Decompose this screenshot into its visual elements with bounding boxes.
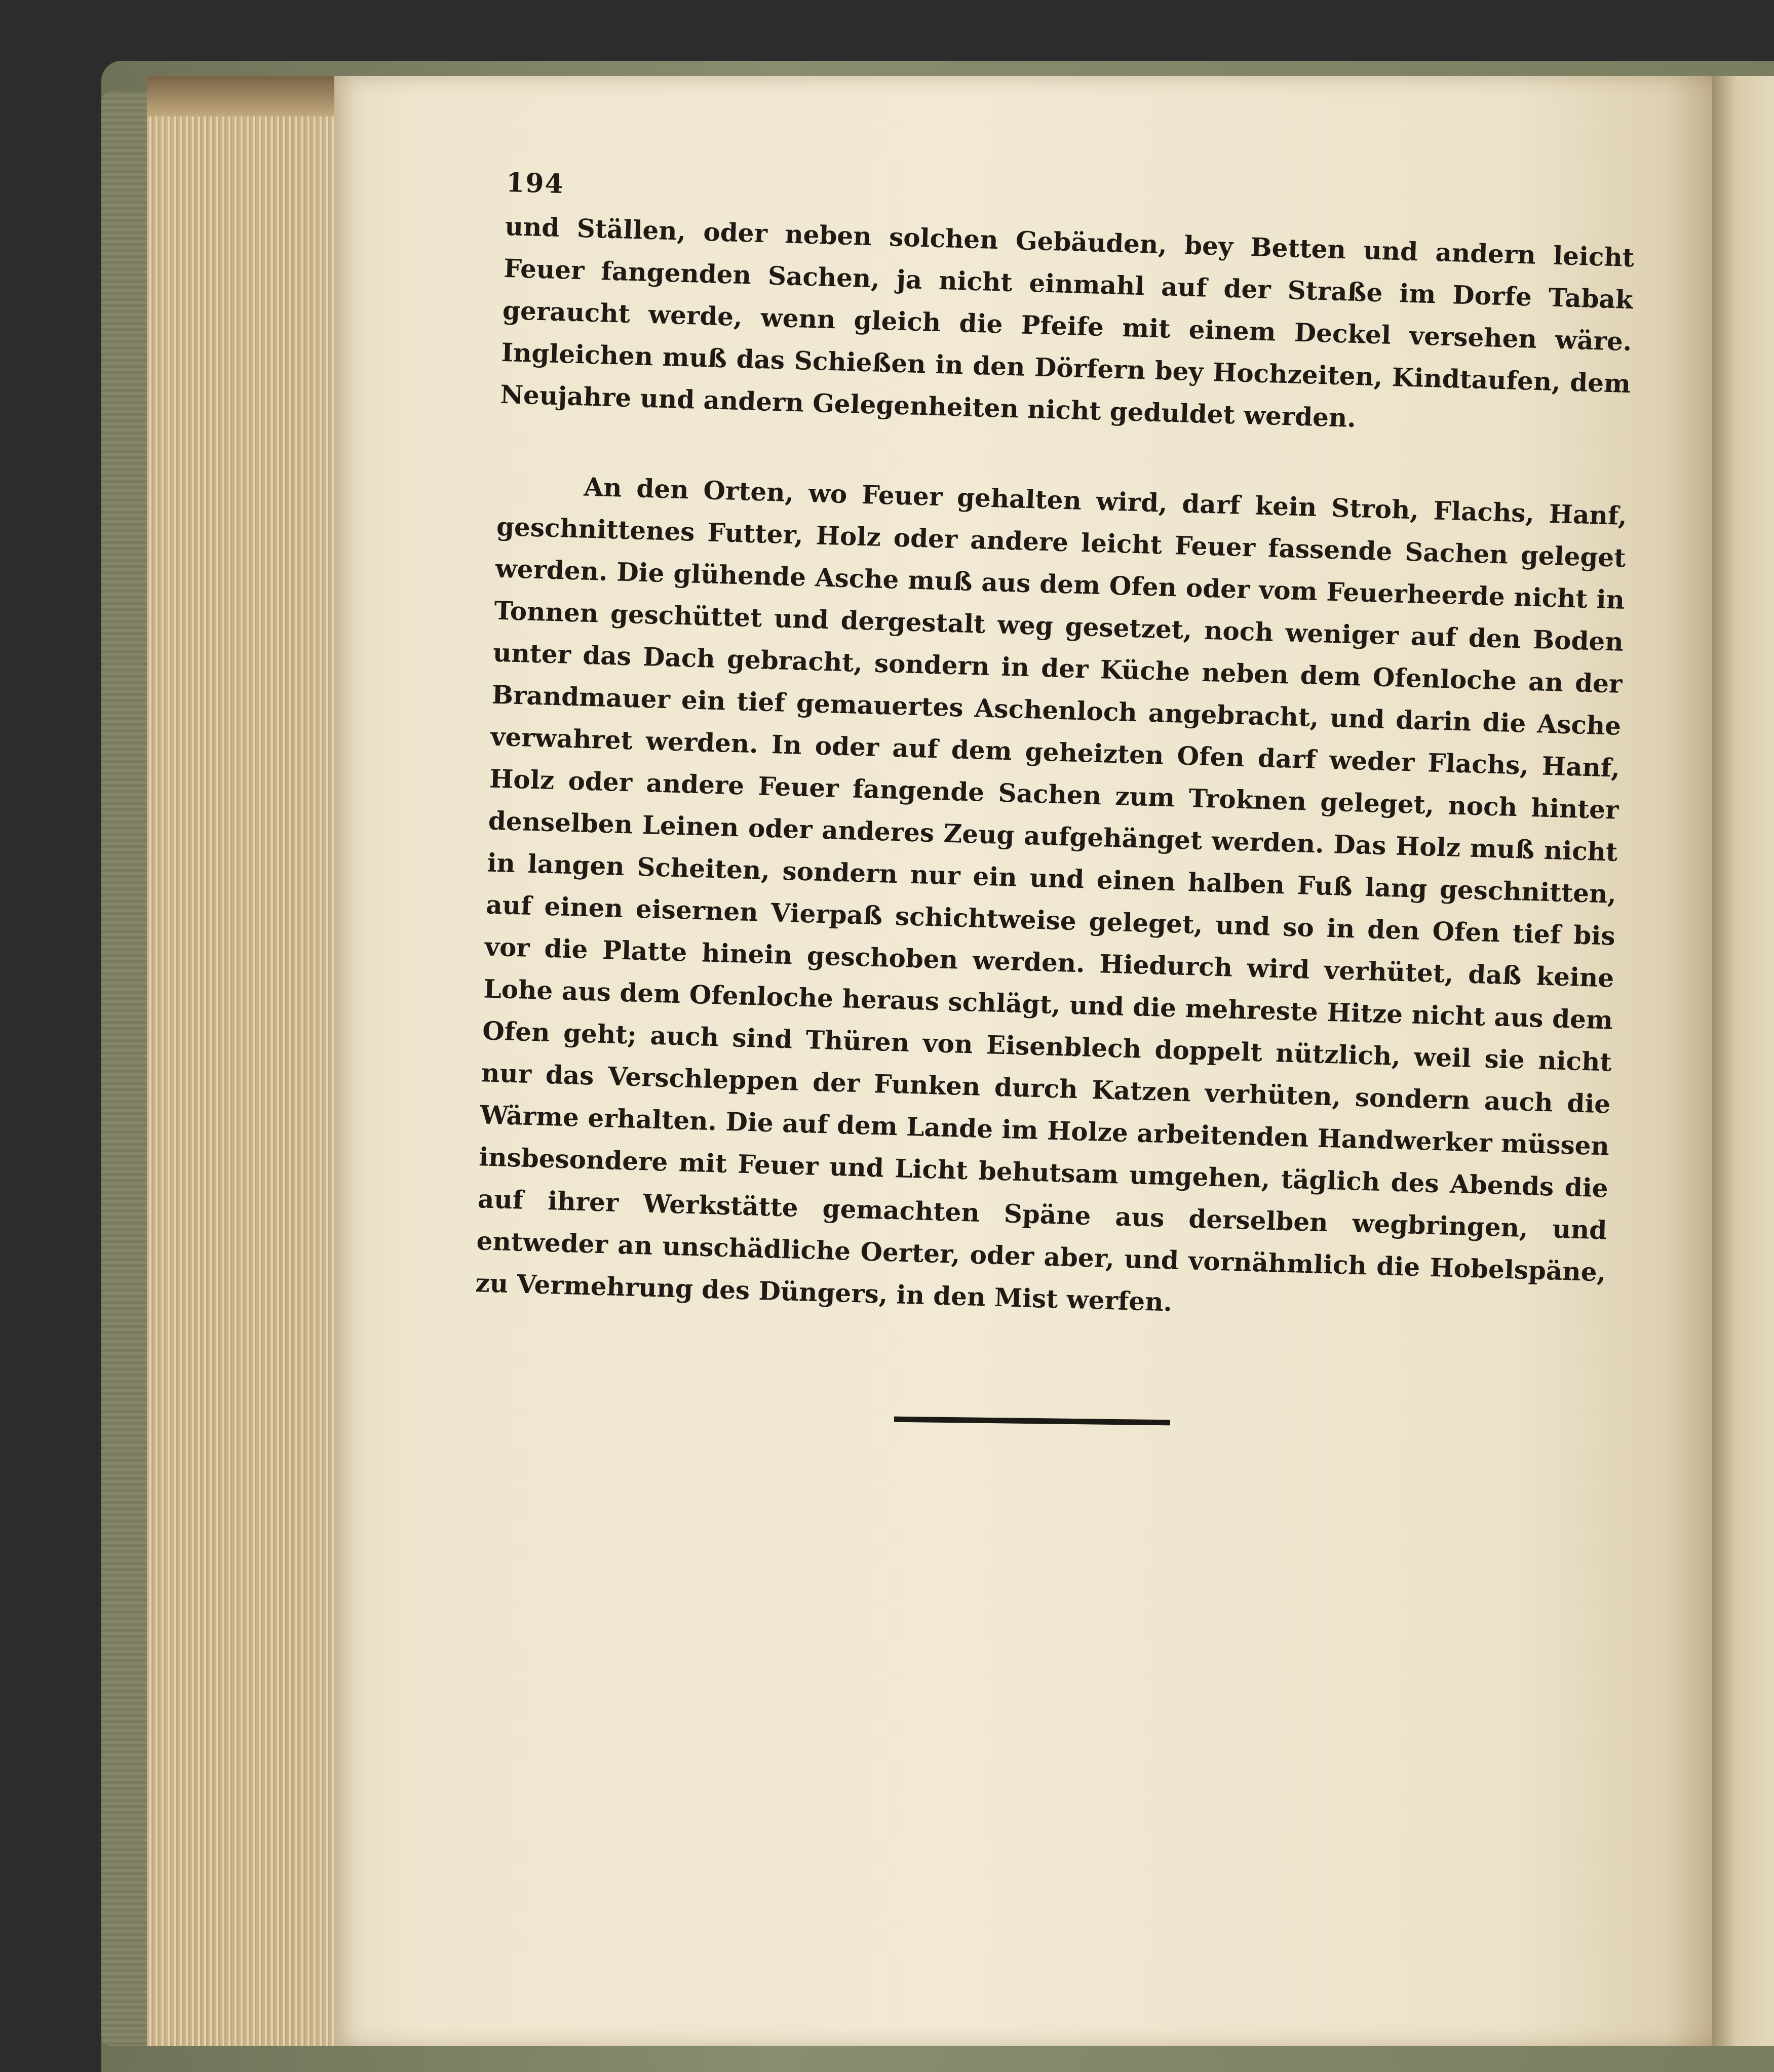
page-text-block [475, 167, 1636, 1317]
page-number: 194 [506, 167, 565, 200]
show-through-text [471, 1266, 1621, 1798]
page-edges-top [147, 76, 344, 116]
paragraph-2: An den Orten, wo Feuer gehalten wird, darf kein Stroh, Flachs, Hanf, geschnittenes Futter, Holz oder andere leicht Feuer fassende Sachen geleget werden. Die glühende Asche muß aus dem Ofen oder vom Feuerheerde nicht in Tonnen geschüttet und dergestalt weg gesetzet, noch weniger auf den Boden unter das Dach gebracht, sondern in der Küche neben dem Ofenloche an der Brandmauer ein tief gemauertes Aschenloch angebracht, und darin die Asche verwahret werden. In oder auf dem geheizten Ofen darf weder Flachs, Hanf, Holz oder andere Feuer fangende Sachen zum Troknen geleget, noch hinter denselben Leinen oder anderes Zeug aufgehänget werden. Das Holz muß nicht in langen Scheiten, sondern nur ein und einen halben Fuß lang geschnitten, auf einen eisernen Vierpaß schichtweise geleget, und so in den Ofen tief bis vor die Platte hinein geschoben werden. Hiedurch wird verhütet, daß keine Lohe aus dem Ofenloche heraus schlägt, und die mehreste Hitze nicht aus dem Ofen geht; auch sind Thüren von Eisenblech doppelt nützlich, weil sie nicht nur das Verschleppen der Funken durch Katzen verhüten, sondern auch die Wärme erhalten. Die auf dem Lande im Holze arbeitenden Handwerker müssen insbesondere mit Feuer und Licht behutsam umgehen, täglich des Abends die auf ihrer Werkstätte gemachten Späne aus derselben wegbringen, und entweder an unschädliche Oerter, oder aber, und vornähmlich die Hobelspäne, zu Vermehrung des Düngers, in den Mist werfen. [475, 472, 1628, 1317]
page-edges [147, 79, 348, 2046]
paragraph-1: und Ställen, oder neben solchen Gebäuden, bey Betten und andern leicht Feuer fangenden Sachen, ja nicht einmahl auf der Straße im Dorfe Tabak geraucht werde, wenn gleich die Pfeife mit einem Deckel versehen wäre. Ingleichen muß das Schießen in den Dörfern bey Hochzeiten, Kindtaufen, dem Neujahre und andern Gelegenheiten nicht geduldet werden. [499, 211, 1635, 434]
facing-page-edge [1712, 76, 1774, 2046]
